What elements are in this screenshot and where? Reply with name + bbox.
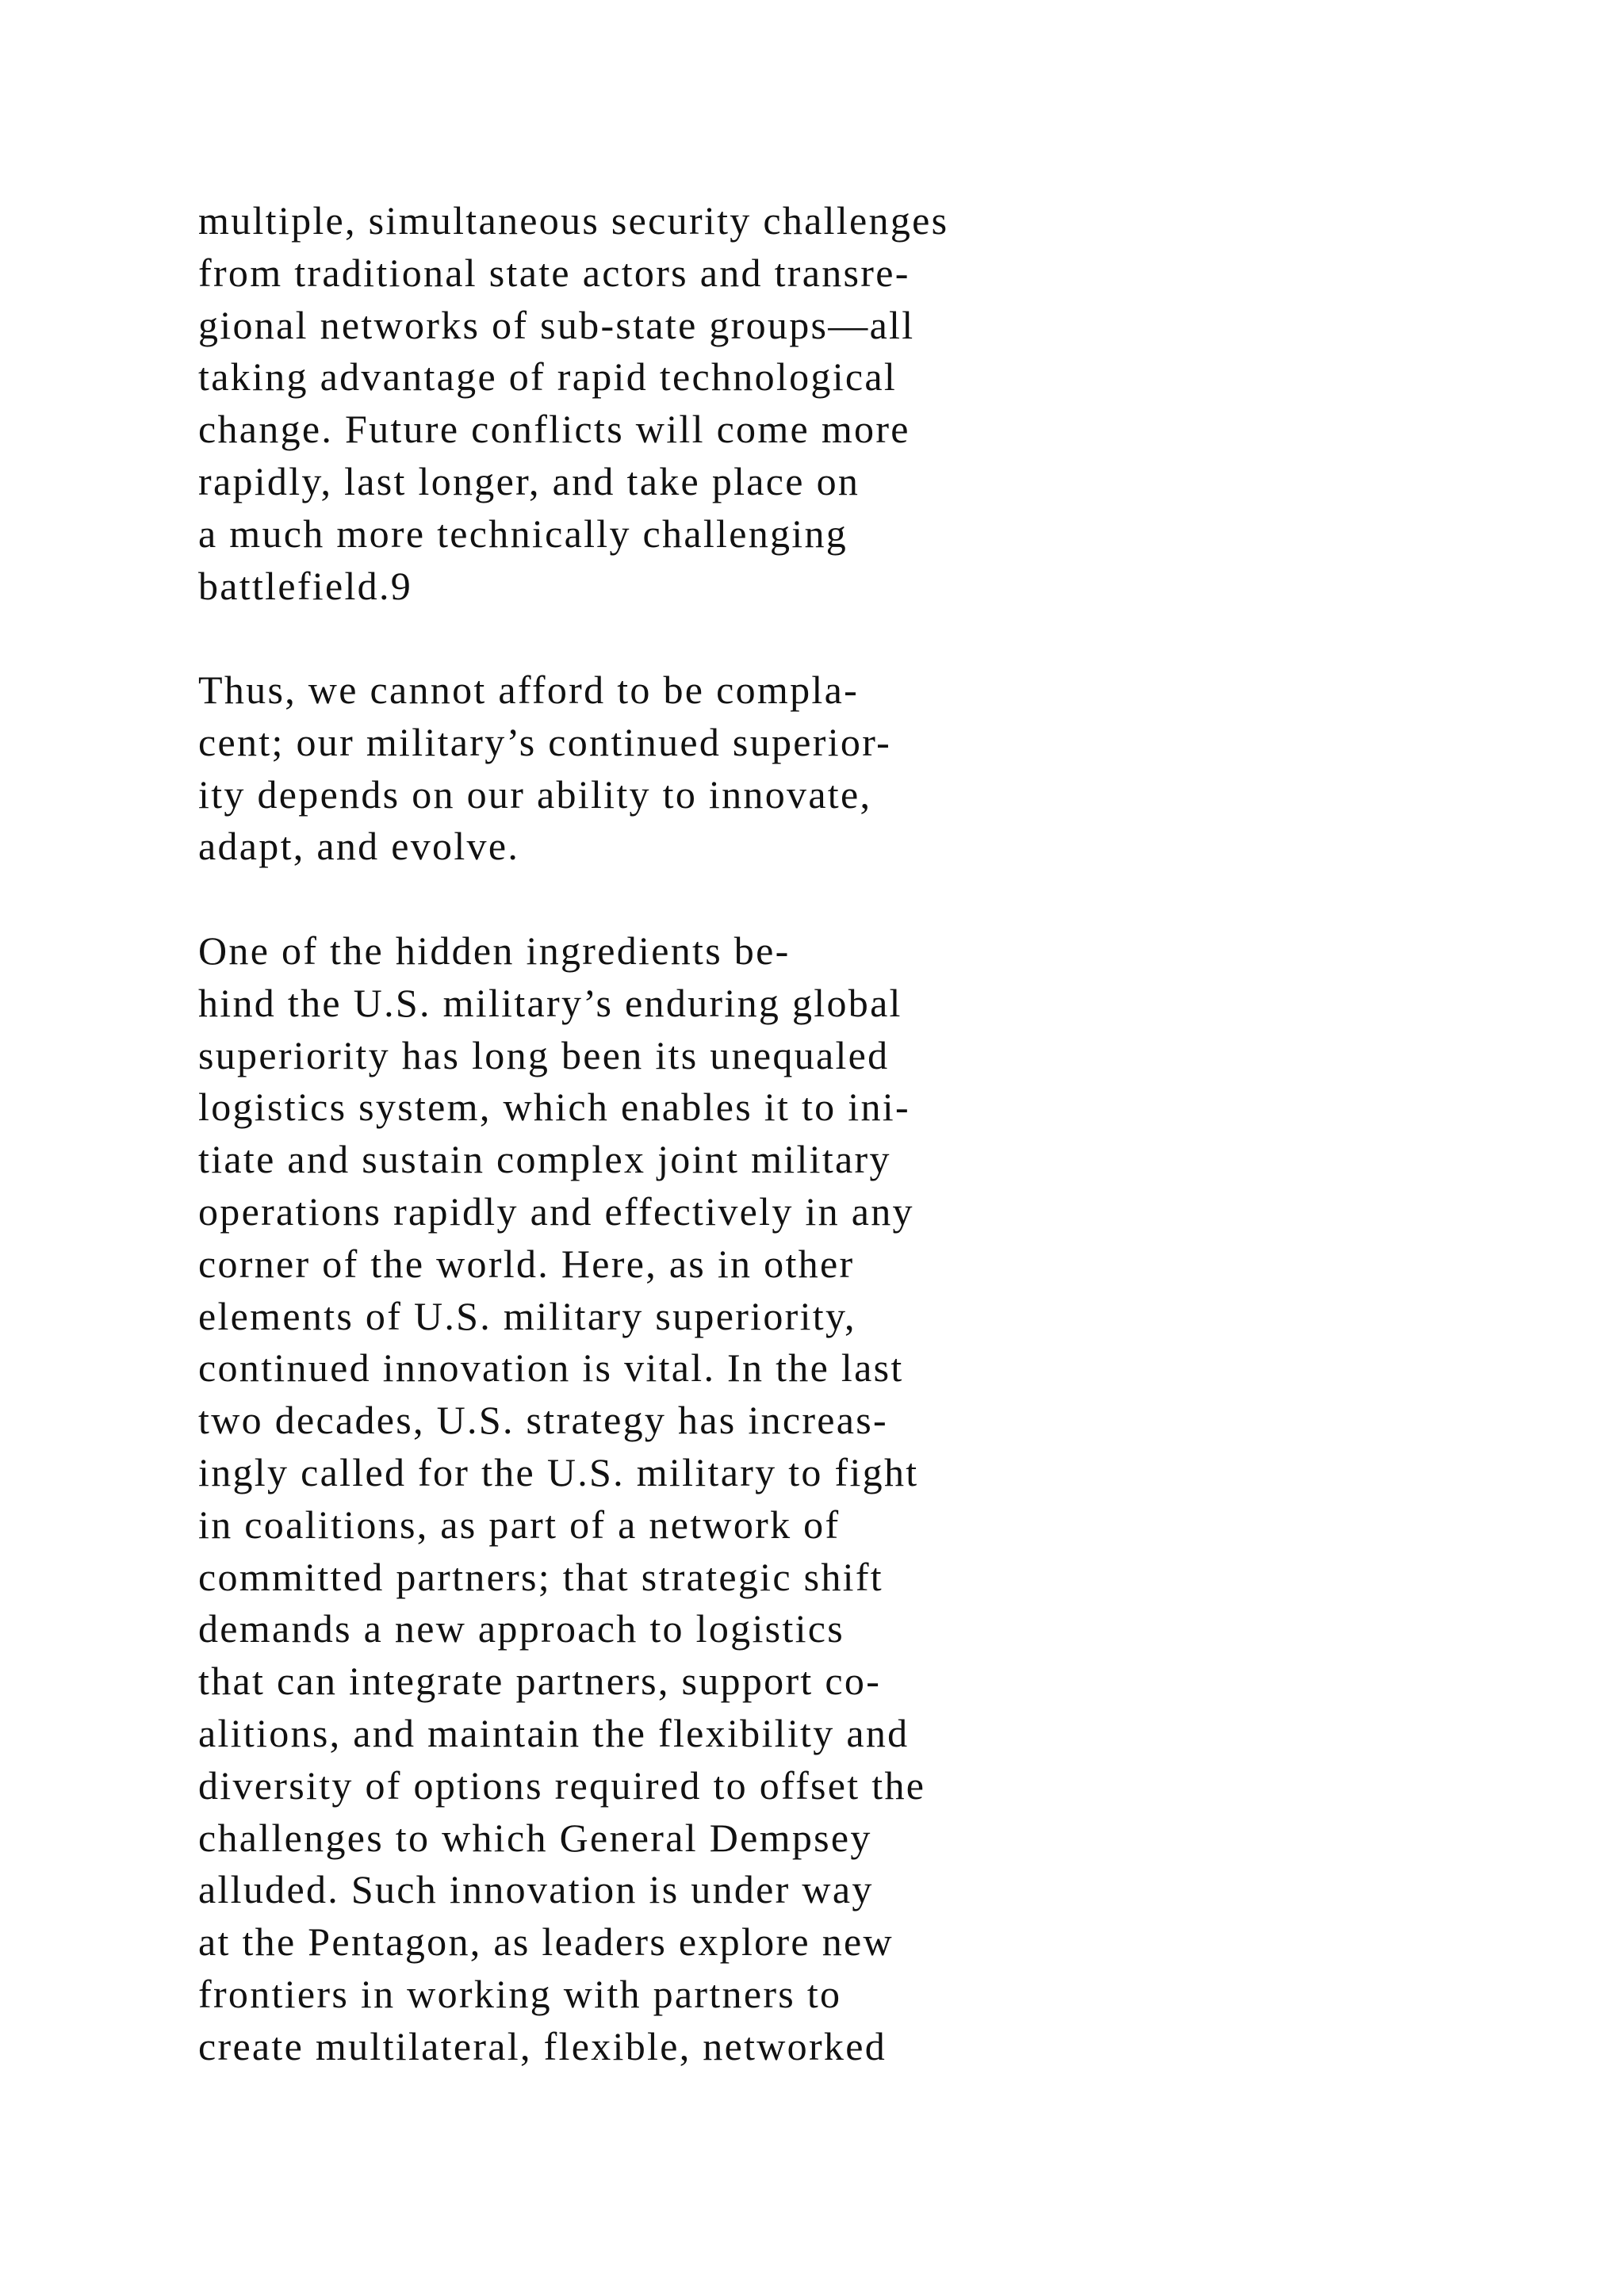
text-line: rapidly, last longer, and take place on (198, 458, 860, 503)
text-line: Thus, we cannot afford to be compla- (198, 668, 860, 712)
text-line: change. Future conflicts will come more (198, 407, 910, 452)
text-line: committed partners; that strategic shift (198, 1554, 883, 1599)
paragraph-1 (198, 195, 948, 612)
text-line: alluded. Such innovation is under way (198, 1867, 874, 1912)
text-line: ingly called for the U.S. military to fight (198, 1449, 919, 1494)
text-line: continued innovation is vital. In the last (198, 1345, 904, 1391)
text-line: create multilateral, flexible, networked (198, 2023, 887, 2068)
text-line: in coalitions, as part of a network of (198, 1502, 841, 1547)
text-line: elements of U.S. military superiority, (198, 1293, 856, 1338)
paragraph-3 (198, 925, 925, 2073)
text-line: frontiers in working with partners to (198, 1971, 842, 2016)
text-line: alitions, and maintain the flexibility and (198, 1710, 910, 1755)
text-line: adapt, and evolve. (198, 824, 520, 869)
paragraph-2 (198, 664, 891, 873)
text-line: demands a new approach to logistics (198, 1606, 845, 1651)
text-line: from traditional state actors and transre- (198, 250, 910, 295)
text-line: operations rapidly and effectively in any (198, 1188, 914, 1234)
text-line: battlefield.9 (198, 563, 413, 608)
text-line: corner of the world. Here, as in other (198, 1241, 855, 1286)
text-line: two decades, U.S. strategy has increas- (198, 1398, 888, 1443)
text-line: superiority has long been its unequaled (198, 1032, 890, 1077)
text-line: One of the hidden ingredients be- (198, 928, 791, 973)
text-line: taking advantage of rapid technological (198, 354, 898, 400)
text-line: hind the U.S. military’s enduring global (198, 980, 902, 1025)
text-line: ity depends on our ability to innovate, (198, 771, 872, 817)
text-line: a much more technically challenging (198, 511, 848, 556)
text-line: tiate and sustain complex joint military (198, 1137, 891, 1182)
text-line: cent; our military’s continued superior- (198, 719, 892, 764)
text-line: that can integrate partners, support co- (198, 1659, 882, 1704)
text-line: diversity of options required to offset the (198, 1762, 926, 1808)
text-line: logistics system, which enables it to ini- (198, 1085, 910, 1130)
text-line: gional networks of sub-state groups—all (198, 302, 915, 347)
text-line: at the Pentagon, as leaders explore new (198, 1919, 894, 1965)
text-line: challenges to which General Dempsey (198, 1815, 872, 1860)
text-line: multiple, simultaneous security challenges (198, 198, 949, 243)
